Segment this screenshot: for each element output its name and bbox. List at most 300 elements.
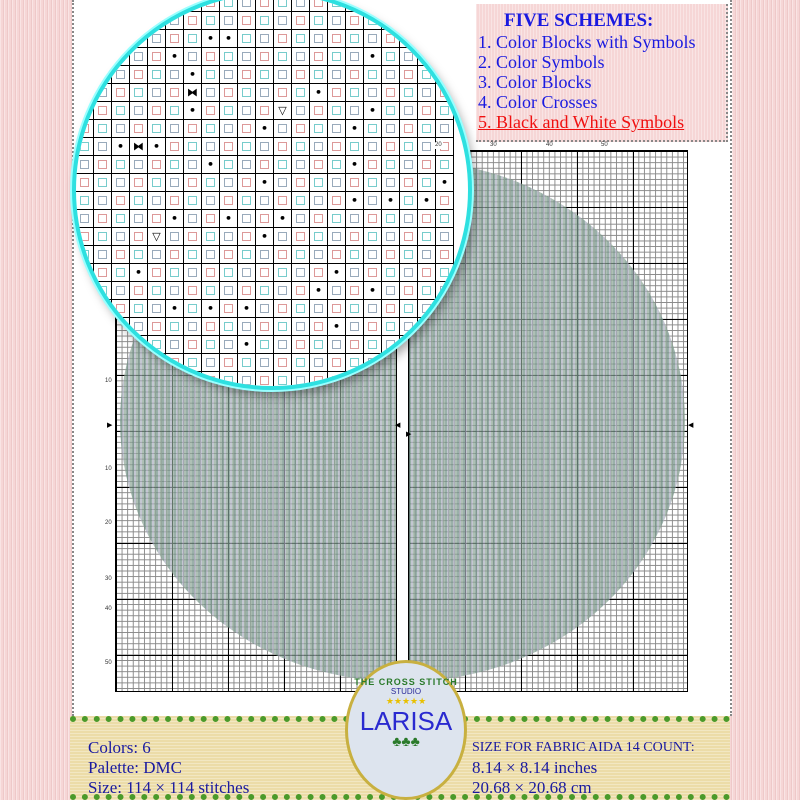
- stitch-cell: [382, 102, 400, 120]
- stitch-cell: [310, 264, 328, 282]
- stitch-cell: [436, 102, 454, 120]
- stitch-cell: [166, 282, 184, 300]
- stitch-cell: [238, 102, 256, 120]
- stitch-cell: [346, 48, 364, 66]
- stitch-cell: [166, 102, 184, 120]
- stitch-cell: [112, 300, 130, 318]
- center-arrow-icon: ◀: [688, 421, 694, 429]
- stitch-cell: ⧓: [184, 84, 202, 102]
- stitch-cell: [220, 12, 238, 30]
- stitch-cell: [400, 138, 418, 156]
- stitch-cell: [76, 48, 94, 66]
- stitch-cell: [436, 354, 454, 372]
- stitch-cell: [238, 192, 256, 210]
- stitch-cell: [94, 174, 112, 192]
- stitch-cell: [274, 174, 292, 192]
- stitch-cell: [292, 336, 310, 354]
- stitch-cell: [130, 192, 148, 210]
- stitch-cell: [310, 192, 328, 210]
- stitch-cell: [202, 264, 220, 282]
- stitch-cell: [112, 156, 130, 174]
- stitch-cell: [346, 66, 364, 84]
- stitch-cell: [202, 174, 220, 192]
- stitch-cell: [238, 228, 256, 246]
- stitch-cell: [202, 228, 220, 246]
- stitch-cell: [130, 66, 148, 84]
- stitch-cell: [292, 264, 310, 282]
- stitch-cell: [328, 174, 346, 192]
- info-right: [472, 738, 695, 798]
- stitch-cell: [256, 264, 274, 282]
- stitch-cell: [382, 282, 400, 300]
- stitch-cell: [328, 84, 346, 102]
- stitch-cell: [400, 12, 418, 30]
- stitch-cell: [256, 300, 274, 318]
- stitch-cell: [310, 66, 328, 84]
- stitch-cell: [184, 0, 202, 12]
- stitch-cell: [418, 282, 436, 300]
- stitch-cell: [94, 336, 112, 354]
- stitch-cell: [310, 228, 328, 246]
- stitch-cell: [382, 336, 400, 354]
- stitch-cell: [184, 228, 202, 246]
- stitch-cell: [292, 0, 310, 12]
- stitch-cell: •: [346, 192, 364, 210]
- stitch-cell: [292, 174, 310, 192]
- stitch-cell: [310, 354, 328, 372]
- stitch-cell: [202, 246, 220, 264]
- stitch-cell: [220, 228, 238, 246]
- stitch-cell: [220, 318, 238, 336]
- stitch-cell: [418, 174, 436, 192]
- stitch-cell: [166, 354, 184, 372]
- stitch-cell: [148, 246, 166, 264]
- stitch-cell: [346, 0, 364, 12]
- stitch-cell: [166, 318, 184, 336]
- stitch-cell: [76, 12, 94, 30]
- stitch-cell: [148, 156, 166, 174]
- stitch-cell: [148, 48, 166, 66]
- stitch-cell: •: [364, 282, 382, 300]
- stitch-cell: [130, 228, 148, 246]
- stitch-cell: [184, 354, 202, 372]
- stitch-cell: [400, 228, 418, 246]
- stitch-cell: [274, 228, 292, 246]
- stitch-cell: [94, 318, 112, 336]
- stitch-cell: [256, 66, 274, 84]
- stitch-cell: [328, 300, 346, 318]
- stitch-cell: [274, 264, 292, 282]
- logo-ring-text: THE CROSS STITCH: [354, 677, 458, 687]
- stitch-cell: [148, 102, 166, 120]
- tick-label: 50: [105, 660, 112, 666]
- stitch-cell: [130, 120, 148, 138]
- stitch-cell: [94, 246, 112, 264]
- stitch-cell: [436, 156, 454, 174]
- stitch-cell: •: [382, 192, 400, 210]
- stitch-cell: [364, 354, 382, 372]
- center-arrow-icon: ▶: [107, 421, 113, 429]
- center-arrow-icon: ◀: [395, 421, 401, 429]
- stitch-cell: [112, 84, 130, 102]
- stitch-cell: [382, 210, 400, 228]
- stitch-size: Size: 114 × 114 stitches: [88, 778, 250, 797]
- stitch-cell: [310, 246, 328, 264]
- stitch-cell: [400, 174, 418, 192]
- stitch-cell: [202, 66, 220, 84]
- stitch-cell: [328, 336, 346, 354]
- stitch-cell: [202, 84, 220, 102]
- stitch-cell: [202, 138, 220, 156]
- stitch-cell: [166, 246, 184, 264]
- stitch-cell: [76, 30, 94, 48]
- stitch-cell: [220, 246, 238, 264]
- stitch-cell: [112, 282, 130, 300]
- stitch-cell: [76, 300, 94, 318]
- stitch-cell: [382, 246, 400, 264]
- stitch-cell: [220, 282, 238, 300]
- stitch-cell: [400, 102, 418, 120]
- stitch-cell: [418, 228, 436, 246]
- stitch-cell: [256, 0, 274, 12]
- stitch-cell: [418, 66, 436, 84]
- stitch-cell: [400, 0, 418, 12]
- stitch-cell: •: [184, 66, 202, 84]
- stitch-cell: [166, 66, 184, 84]
- stitch-cell: [436, 246, 454, 264]
- stitch-cell: [436, 336, 454, 354]
- stitch-cell: [94, 228, 112, 246]
- stitch-cell: [238, 0, 256, 12]
- stitch-cell: [400, 318, 418, 336]
- stitch-cell: [184, 282, 202, 300]
- stitch-cell: [310, 138, 328, 156]
- stitch-cell: [166, 138, 184, 156]
- stitch-cell: [130, 300, 148, 318]
- stitch-cell: [256, 210, 274, 228]
- stitch-cell: [382, 48, 400, 66]
- stitch-cell: [274, 48, 292, 66]
- stitch-cell: [274, 246, 292, 264]
- stitch-cell: [130, 174, 148, 192]
- stitch-cell: [238, 120, 256, 138]
- tick-label: 20: [435, 142, 442, 148]
- stitch-cell: [112, 12, 130, 30]
- stitch-cell: [76, 84, 94, 102]
- stitch-cell: [364, 30, 382, 48]
- stitch-cell: •: [364, 102, 382, 120]
- stitch-cell: [310, 336, 328, 354]
- stitch-cell: [274, 12, 292, 30]
- stitch-cell: [184, 156, 202, 174]
- stitch-cell: [184, 336, 202, 354]
- stitch-cell: [364, 210, 382, 228]
- stitch-cell: [274, 66, 292, 84]
- stitch-cell: [310, 318, 328, 336]
- tick-label: 10: [105, 466, 112, 472]
- stitch-cell: •: [418, 192, 436, 210]
- stitch-cell: [76, 138, 94, 156]
- stitch-cell: •: [148, 138, 166, 156]
- tick-label: 40: [105, 606, 112, 612]
- stitch-cell: [130, 246, 148, 264]
- stitch-cell: [418, 318, 436, 336]
- stitch-cell: [346, 228, 364, 246]
- stitch-cell: [328, 120, 346, 138]
- tick-label: 50: [601, 142, 608, 148]
- stitch-cell: [274, 192, 292, 210]
- stitch-cell: [310, 12, 328, 30]
- stitch-cell: [202, 48, 220, 66]
- stitch-cell: [364, 0, 382, 12]
- schemes-title: FIVE SCHEMES:: [504, 10, 654, 31]
- stitch-cell: [292, 300, 310, 318]
- stitch-cell: [238, 246, 256, 264]
- stitch-cell: [94, 102, 112, 120]
- stitch-cell: [382, 264, 400, 282]
- tick-label: 10: [105, 378, 112, 384]
- stitch-cell: •: [202, 300, 220, 318]
- stitch-cell: [94, 12, 112, 30]
- stitch-cell: [310, 102, 328, 120]
- stitch-cell: [292, 120, 310, 138]
- stitch-cell: [148, 282, 166, 300]
- stitch-cell: [220, 48, 238, 66]
- stitch-cell: [184, 246, 202, 264]
- stitch-cell: [220, 66, 238, 84]
- stitch-cell: [238, 354, 256, 372]
- stitch-cell: [238, 174, 256, 192]
- stitch-cell: [256, 246, 274, 264]
- stitch-cell: [166, 30, 184, 48]
- scheme-item-active: 5. Black and White Symbols: [478, 112, 685, 132]
- logo-stars: ★★★★★: [385, 696, 427, 706]
- stitch-cell: [382, 318, 400, 336]
- stitch-cell: [364, 66, 382, 84]
- stitch-cell: [328, 282, 346, 300]
- stitch-cell: [382, 0, 400, 12]
- stitch-cell: [418, 120, 436, 138]
- stitch-cell: [400, 30, 418, 48]
- stitch-cell: [292, 30, 310, 48]
- tick-label: 40: [546, 142, 553, 148]
- stitch-cell: [400, 156, 418, 174]
- stitch-cell: [292, 156, 310, 174]
- stitch-cell: [94, 192, 112, 210]
- stitch-cell: [310, 210, 328, 228]
- fabric-heading: SIZE FOR FABRIC AIDA 14 COUNT:: [472, 740, 695, 755]
- stitch-cell: [112, 0, 130, 12]
- stitch-cell: [148, 66, 166, 84]
- stitch-cell: [310, 300, 328, 318]
- stitch-cell: [112, 354, 130, 372]
- stitch-cell: [220, 192, 238, 210]
- stitch-cell: [436, 0, 454, 12]
- stitch-cell: [418, 300, 436, 318]
- stitch-cell: [184, 264, 202, 282]
- size-inches: 8.14 × 8.14 inches: [472, 758, 598, 777]
- stitch-cell: •: [256, 174, 274, 192]
- stitch-cell: •: [130, 264, 148, 282]
- palette: Palette: DMC: [88, 758, 182, 777]
- stitch-cell: [94, 84, 112, 102]
- stitch-cell: [328, 48, 346, 66]
- stitch-cell: [130, 318, 148, 336]
- stitch-cell: [436, 120, 454, 138]
- stitch-cell: [130, 210, 148, 228]
- stitch-cell: [130, 30, 148, 48]
- stitch-cell: [274, 0, 292, 12]
- stitch-cell: •: [166, 300, 184, 318]
- stitch-cell: [112, 48, 130, 66]
- stitch-cell: [400, 66, 418, 84]
- stitch-cell: [130, 282, 148, 300]
- stitch-cell: [418, 84, 436, 102]
- stitch-cell: [382, 156, 400, 174]
- stitch-cell: [346, 282, 364, 300]
- stitch-cell: [220, 120, 238, 138]
- stitch-cell: [400, 264, 418, 282]
- studio-logo: [345, 660, 467, 800]
- stitch-cell: [94, 48, 112, 66]
- stitch-cell: [256, 48, 274, 66]
- stitch-cell: [94, 210, 112, 228]
- stitch-cell: [328, 138, 346, 156]
- stitch-cell: [382, 138, 400, 156]
- stitch-cell: [436, 12, 454, 30]
- stitch-cell: [76, 336, 94, 354]
- stitch-cell: •: [220, 30, 238, 48]
- stitch-cell: [328, 192, 346, 210]
- stitch-cell: [220, 138, 238, 156]
- stitch-cell: •: [256, 120, 274, 138]
- stitch-cell: [94, 30, 112, 48]
- stitch-cell: [238, 318, 256, 336]
- stitch-cell: [238, 156, 256, 174]
- stitch-cell: [400, 300, 418, 318]
- stitch-cell: [436, 210, 454, 228]
- stitch-cell: [328, 30, 346, 48]
- stitch-cell: [202, 102, 220, 120]
- stitch-cell: [418, 0, 436, 12]
- stitch-cell: [364, 246, 382, 264]
- stitch-cell: [364, 138, 382, 156]
- stitch-cell: [418, 210, 436, 228]
- scheme-item: 3. Color Blocks: [478, 72, 592, 92]
- stitch-cell: [310, 48, 328, 66]
- stitch-cell: [220, 156, 238, 174]
- stitch-cell: [382, 84, 400, 102]
- stitch-cell: •: [310, 84, 328, 102]
- stitch-cell: [184, 30, 202, 48]
- stitch-cell: [166, 156, 184, 174]
- stitch-cell: [364, 300, 382, 318]
- stitch-cell: [274, 300, 292, 318]
- stitch-cell: •: [166, 48, 184, 66]
- stitch-cell: [76, 120, 94, 138]
- stitch-cell: [436, 84, 454, 102]
- stitch-cell: [220, 174, 238, 192]
- stitch-cell: [220, 102, 238, 120]
- stitch-cell: [76, 228, 94, 246]
- stitch-cell: [418, 246, 436, 264]
- stitch-cell: [238, 66, 256, 84]
- stitch-cell: [148, 300, 166, 318]
- stitch-cell: [94, 282, 112, 300]
- stitch-cell: [166, 84, 184, 102]
- stitch-cell: [130, 156, 148, 174]
- stitch-cell: [274, 336, 292, 354]
- stitch-cell: •: [238, 336, 256, 354]
- stitch-cell: [184, 12, 202, 30]
- stitch-cell: [148, 336, 166, 354]
- stitch-cell: [112, 336, 130, 354]
- stitch-cell: [274, 30, 292, 48]
- size-cm: 20.68 × 20.68 cm: [472, 778, 592, 797]
- stitch-cell: •: [328, 264, 346, 282]
- stitch-cell: [130, 84, 148, 102]
- stitch-cell: [382, 12, 400, 30]
- stitch-cell: [94, 66, 112, 84]
- stitch-cell: [256, 84, 274, 102]
- stitch-cell: [184, 48, 202, 66]
- stitch-cell: •: [274, 210, 292, 228]
- stitch-cell: [400, 282, 418, 300]
- tick-label: 30: [490, 142, 497, 148]
- stitch-cell: [292, 282, 310, 300]
- stitch-cell: [364, 192, 382, 210]
- stitch-cell: [202, 192, 220, 210]
- stitch-cell: [292, 228, 310, 246]
- stitch-cell: [184, 318, 202, 336]
- stitch-cell: [202, 336, 220, 354]
- stitch-cell: [76, 246, 94, 264]
- stitch-cell: [382, 228, 400, 246]
- scheme-item: 4. Color Crosses: [478, 92, 598, 112]
- stitch-cell: [220, 84, 238, 102]
- stitch-cell: [202, 282, 220, 300]
- stitch-cell: [94, 264, 112, 282]
- stitch-cell: [238, 138, 256, 156]
- stitch-cell: [292, 12, 310, 30]
- scheme-item: 1. Color Blocks with Symbols: [478, 32, 696, 52]
- stitch-cell: [202, 210, 220, 228]
- stitch-cell: [364, 120, 382, 138]
- stitch-cell: [436, 264, 454, 282]
- stitch-cell: [130, 48, 148, 66]
- stitch-cell: [418, 354, 436, 372]
- stitch-cell: [328, 246, 346, 264]
- stitch-cell: [274, 120, 292, 138]
- stitch-cell: [436, 228, 454, 246]
- stitch-cell: •: [202, 30, 220, 48]
- stitch-cell: [148, 12, 166, 30]
- stitch-cell: [94, 156, 112, 174]
- stitch-cell: [112, 264, 130, 282]
- stitch-cell: •: [436, 174, 454, 192]
- stitch-cell: [94, 300, 112, 318]
- stitch-cell: [256, 372, 274, 390]
- stitch-cell: [148, 354, 166, 372]
- stitch-cell: [382, 354, 400, 372]
- stitch-cell: [328, 156, 346, 174]
- stitch-cell: [184, 210, 202, 228]
- stitch-cell: [328, 66, 346, 84]
- stitch-cell: [310, 0, 328, 12]
- stitch-cell: [184, 174, 202, 192]
- stitch-cell: •: [310, 282, 328, 300]
- stitch-cell: [292, 48, 310, 66]
